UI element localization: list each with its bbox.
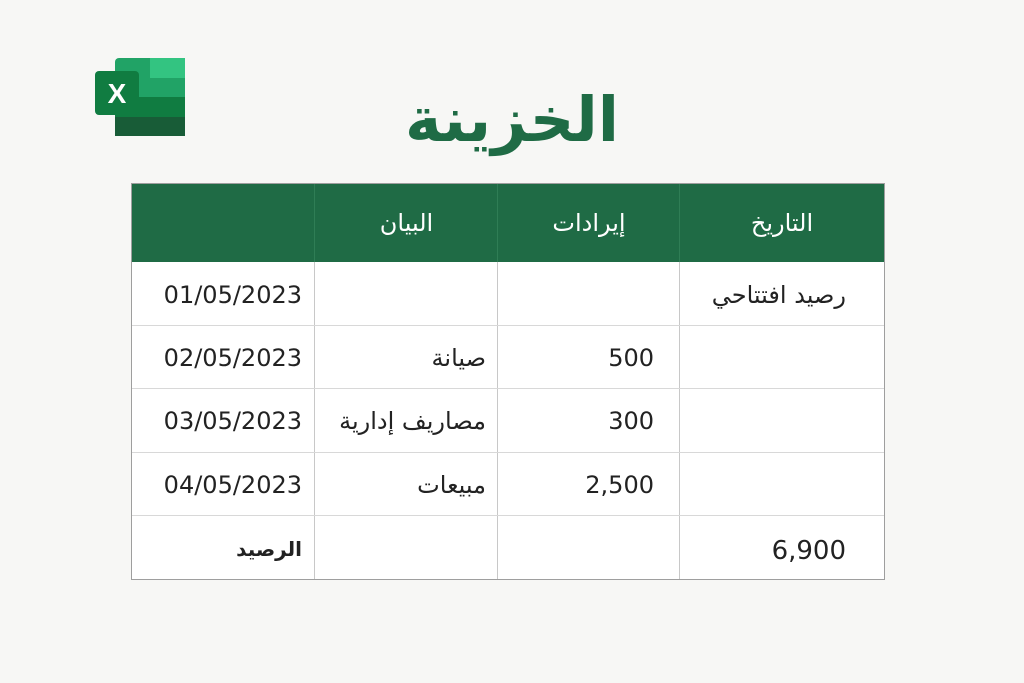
row-2-date[interactable]: 02/05/2023 (163, 344, 302, 372)
row-1-description[interactable] (315, 264, 486, 327)
row-3-amount[interactable]: 300 (608, 407, 654, 435)
page-title: الخزينة (405, 83, 619, 156)
header-divider (314, 184, 315, 262)
header-description: البيان (379, 209, 434, 237)
row-4-date[interactable]: 04/05/2023 (163, 471, 302, 499)
row-1-amount[interactable] (498, 264, 654, 327)
row-3-description[interactable]: مصاريف إدارية (339, 407, 486, 435)
row-3-col4[interactable] (680, 390, 846, 453)
row-2-col4[interactable] (680, 327, 846, 390)
header-divider (497, 184, 498, 262)
row-4-col4[interactable] (680, 454, 846, 517)
row-3-date[interactable]: 03/05/2023 (163, 407, 302, 435)
row-1-date[interactable]: 01/05/2023 (163, 281, 302, 309)
header-revenue: إيرادات (552, 209, 626, 237)
header-empty (132, 184, 315, 262)
row-2-description[interactable]: صيانة (431, 344, 486, 372)
excel-logo-letter: X (107, 78, 127, 109)
row-1-opening-balance[interactable]: رصيد افتتاحي (711, 281, 846, 309)
row-4-description[interactable]: مبيعات (417, 471, 486, 499)
header-divider (679, 184, 680, 262)
header-date: التاريخ (750, 209, 814, 237)
row-2-amount[interactable]: 500 (608, 344, 654, 372)
balance-label: الرصيد (236, 537, 302, 561)
cash-table (131, 183, 885, 580)
balance-value[interactable]: 6,900 (771, 536, 846, 566)
row-4-amount[interactable]: 2,500 (585, 471, 654, 499)
table-header-row (132, 184, 884, 262)
